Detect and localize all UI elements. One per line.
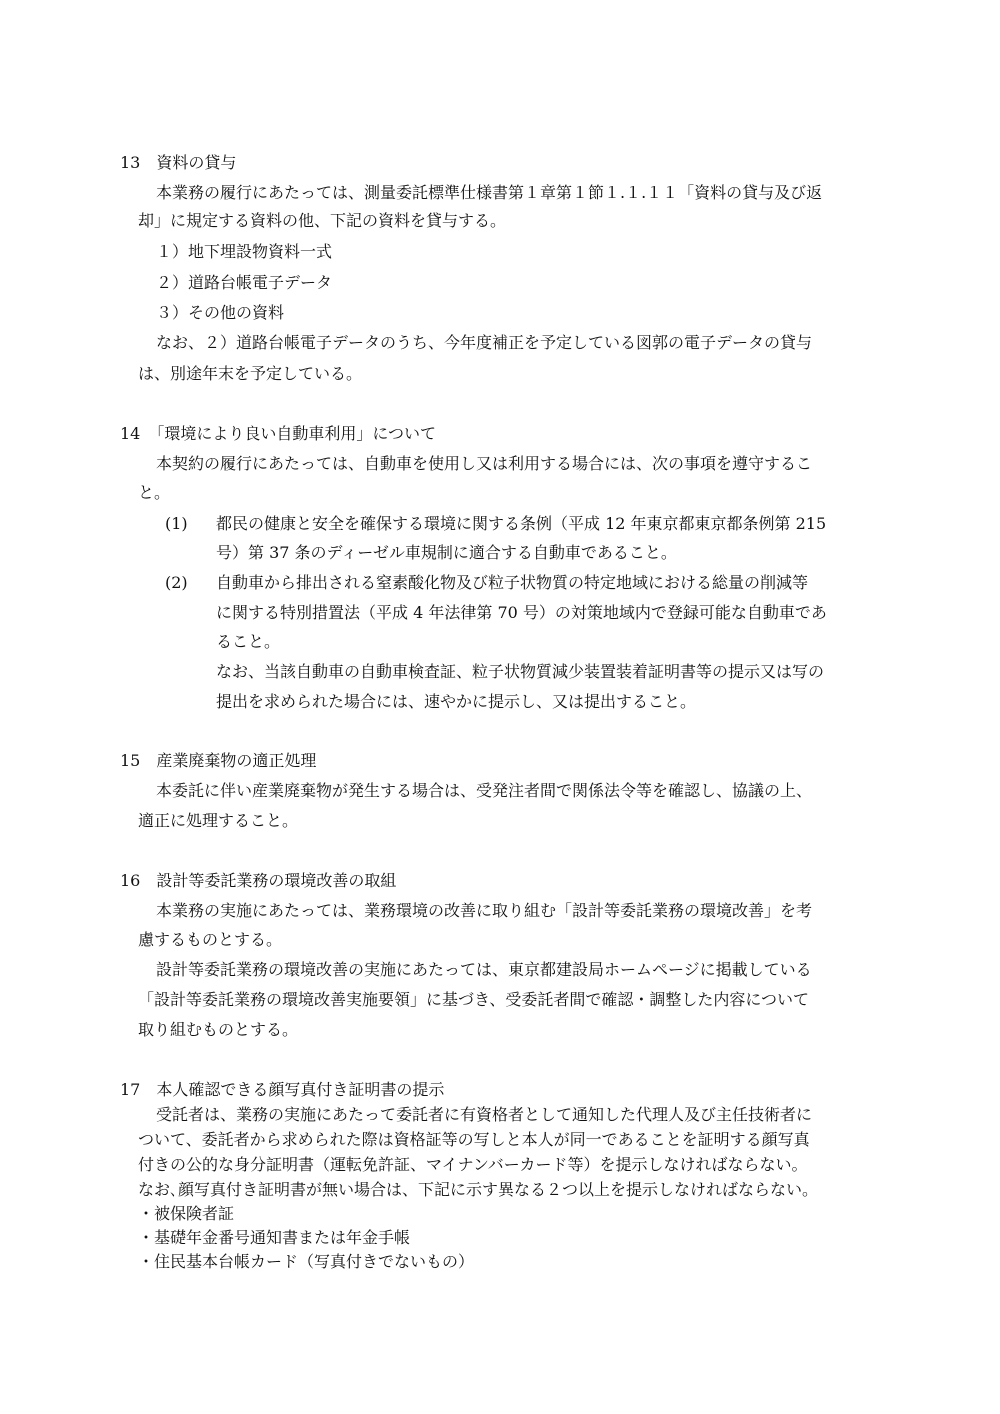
paragraph-line: 適正に処理すること。 [138, 811, 299, 830]
paragraph-line: 受託者は、業務の実施にあたって委託者に有資格者として通知した代理人及び主任技術者に [156, 1105, 813, 1124]
list-item-line: 自動車から排出される窒素酸化物及び粒子状物質の特定地域における総量の削減等 [216, 573, 809, 592]
paragraph-line: と。 [138, 483, 171, 502]
list-item: ２）道路台帳電子データ [156, 273, 333, 292]
list-item-line: 号）第 37 条のディーゼル車規制に適合する自動車であること。 [216, 543, 677, 562]
bullet-item: ・住民基本台帳カード（写真付きでないもの） [138, 1252, 475, 1271]
list-item-line: 都民の健康と安全を確保する環境に関する条例（平成 12 年東京都東京都条例第 215 [216, 514, 827, 533]
paragraph-line: 本業務の実施にあたっては、業務環境の改善に取り組む「設計等委託業務の環境改善」を考 [156, 901, 813, 920]
paragraph-line: なお､顔写真付き証明書が無い場合は、下記に示す異なる２つ以上を提示しなければならない。 [138, 1180, 819, 1199]
paragraph-line: なお、２）道路台帳電子データのうち、今年度補正を予定している図郭の電子データの貸与 [156, 333, 813, 352]
list-item: ３）その他の資料 [156, 303, 285, 322]
list-item-line: なお、当該自動車の自動車検査証、粒子状物質減少装置装着証明書等の提示又は写の [216, 662, 825, 681]
paragraph-line: 「設計等委託業務の環境改善実施要領」に基づき、受委託者間で確認・調整した内容について [138, 990, 810, 1009]
paragraph-line: 本契約の履行にあたっては、自動車を使用し又は利用する場合には、次の事項を遵守するこ [156, 454, 813, 473]
paragraph-line: 設計等委託業務の環境改善の実施にあたっては、東京都建設局ホームページに掲載している [156, 960, 812, 979]
bullet-item: ・被保険者証 [138, 1204, 235, 1223]
list-item: １）地下埋設物資料一式 [156, 242, 333, 261]
list-item-number: (2) [165, 573, 188, 592]
bullet-item: ・基礎年金番号通知書または年金手帳 [138, 1228, 411, 1247]
paragraph-line: 付きの公的な身分証明書（運転免許証、マイナンバーカード等）を提示しなければならない。 [138, 1155, 808, 1174]
section-heading: 13 資料の貸与 [120, 153, 237, 172]
list-item-line: に関する特別措置法（平成 4 年法律第 70 号）の対策地域内で登録可能な自動車であ [216, 603, 827, 622]
list-item-number: (1) [165, 514, 188, 533]
list-item-line: ること。 [216, 632, 281, 651]
section-heading: 16 設計等委託業務の環境改善の取組 [120, 871, 397, 890]
paragraph-line: 本業務の履行にあたっては、測量委託標準仕様書第１章第１節１.１.１１「資料の貸与及び返 [156, 183, 823, 202]
paragraph-line: は、別途年末を予定している。 [138, 364, 363, 383]
section-heading: 17 本人確認できる顔写真付き証明書の提示 [120, 1080, 445, 1099]
paragraph-line: 取り組むものとする。 [138, 1020, 299, 1039]
paragraph-line: 却」に規定する資料の他、下記の資料を貸与する。 [138, 211, 507, 230]
section-heading: 14 「環境により良い自動車利用」について [120, 424, 437, 443]
list-item-line: 提出を求められた場合には、速やかに提示し、又は提出すること。 [216, 692, 697, 711]
paragraph-line: 本委託に伴い産業廃棄物が発生する場合は、受発注者間で関係法令等を確認し、協議の上、 [156, 781, 813, 800]
paragraph-line: ついて、委託者から求められた際は資格証等の写しと本人が同一であることを証明する顔写真 [138, 1130, 810, 1149]
section-heading: 15 産業廃棄物の適正処理 [120, 751, 317, 770]
paragraph-line: 慮するものとする。 [138, 930, 283, 949]
